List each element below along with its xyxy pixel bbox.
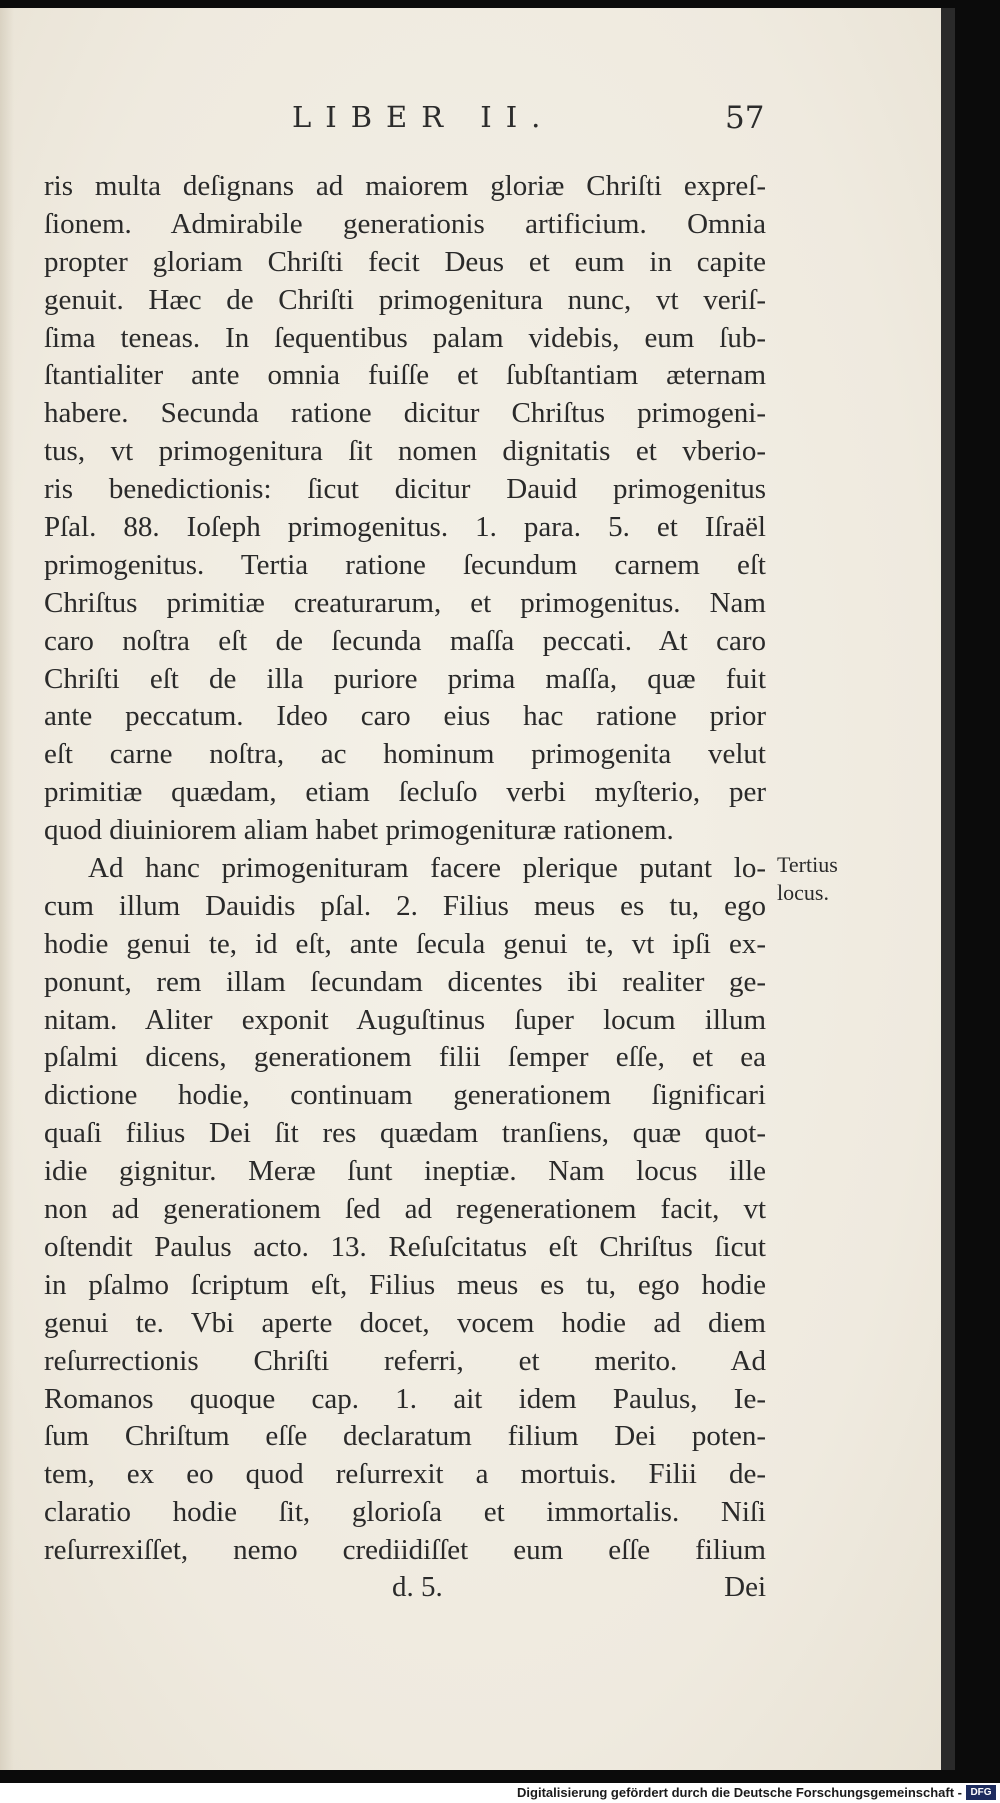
- text-line: Pſal. 88. Ioſeph primogenitus. 1. para. 5. et Iſraël: [44, 511, 766, 544]
- text-line: caro noſtra eſt de ſecunda maſſa peccati. At caro: [44, 624, 766, 657]
- text-line: Chriſti eſt de illa puriore prima maſſa, quæ fuit: [44, 662, 766, 695]
- text-line: non ad generationem ſed ad regenerationem facit, vt: [44, 1193, 766, 1226]
- funding-credit: Digitalisierung gefördert durch die Deutsche Forschungsgemeinschaft -: [517, 1785, 962, 1800]
- text-line: pſalmi dicens, generationem filii ſemper eſſe, et ea: [44, 1041, 766, 1074]
- running-head: LIBER II.: [292, 100, 555, 134]
- marginal-note-line: locus.: [777, 880, 829, 905]
- digitization-footer: [0, 1783, 1000, 1803]
- text-line: reſurrectionis Chriſti referri, et merito. Ad: [44, 1344, 766, 1377]
- text-line: in pſalmo ſcriptum eſt, Filius meus es tu, ego hodie: [44, 1268, 766, 1301]
- text-line: ſima teneas. In ſequentibus palam videbis, eum ſub-: [44, 321, 766, 354]
- text-line: oſtendit Paulus acto. 13. Reſuſcitatus eſt Chriſtus ſicut: [44, 1230, 766, 1263]
- text-line: Romanos quoque cap. 1. ait idem Paulus, Ie-: [44, 1382, 766, 1415]
- page-header: [0, 100, 941, 140]
- text-line: quaſi filius Dei ſit res quædam tranſiens, quæ quot-: [44, 1117, 766, 1150]
- text-line: ſtantialiter ante omnia fuiſſe et ſubſtantiam æternam: [44, 359, 766, 392]
- marginal-note-line: Tertius: [777, 852, 838, 877]
- text-line: cum illum Dauidis pſal. 2. Filius meus es tu, ego: [44, 889, 766, 922]
- book-page: [0, 8, 955, 1770]
- marginal-note: [777, 851, 838, 907]
- text-line: habere. Secunda ratione dicitur Chriſtus primogeni-: [44, 397, 766, 430]
- body-text: [44, 168, 766, 1570]
- text-line: quod diuiniorem aliam habet primogenituræ rationem.: [44, 814, 674, 847]
- page-number: 57: [725, 100, 765, 136]
- text-line: claratio hodie ſit, glorioſa et immortalis. Niſi: [44, 1496, 766, 1529]
- dfg-logo-icon: DFG: [966, 1785, 996, 1800]
- text-line: dictione hodie, continuam generationem ſignificari: [44, 1079, 766, 1112]
- signature-mark: d. 5.: [392, 1571, 443, 1603]
- text-line: eſt carne noſtra, ac hominum primogenita velut: [44, 738, 766, 771]
- text-line: ſum Chriſtum eſſe declaratum filium Dei poten-: [44, 1420, 766, 1453]
- catchword: Dei: [724, 1571, 766, 1603]
- text-line: hodie genui te, id eſt, ante ſecula genui te, vt ipſi ex-: [44, 927, 766, 960]
- text-line: ris benedictionis: ſicut dicitur Dauid primogenitus: [44, 473, 766, 506]
- text-line: ante peccatum. Ideo caro eius hac ratione prior: [44, 700, 766, 733]
- text-line: tem, ex eo quod reſurrexit a mortuis. Filii de-: [44, 1458, 766, 1491]
- text-line: primitiæ quædam, etiam ſecluſo verbi myſterio, per: [44, 776, 766, 809]
- text-line: genui te. Vbi aperte docet, vocem hodie ad diem: [44, 1306, 766, 1339]
- text-line: reſurrexiſſet, nemo crediidiſſet eum eſſe filium: [44, 1534, 766, 1567]
- text-line: propter gloriam Chriſti fecit Deus et eum in capite: [44, 245, 766, 278]
- text-line: genuit. Hæc de Chriſti primogenitura nunc, vt veriſ-: [44, 283, 766, 316]
- text-line: Ad hanc primogenituram facere plerique putant lo-: [88, 852, 766, 885]
- text-line: ris multa deſignans ad maiorem gloriæ Chriſti expreſ-: [44, 170, 766, 202]
- text-line: nitam. Aliter exponit Auguſtinus ſuper locum illum: [44, 1003, 766, 1036]
- text-line: Chriſtus primitiæ creaturarum, et primogenitus. Nam: [44, 586, 766, 619]
- text-line: idie gignitur. Meræ ſunt ineptiæ. Nam locus ille: [44, 1155, 766, 1188]
- text-line: primogenitus. Tertia ratione ſecundum carnem eſt: [44, 548, 766, 581]
- text-line: tus, vt primogenitura ſit nomen dignitatis et vberio-: [44, 435, 766, 468]
- catchline: [44, 1571, 766, 1611]
- text-line: ponunt, rem illam ſecundam dicentes ibi realiter ge-: [44, 965, 766, 998]
- text-line: ſionem. Admirabile generationis artificium. Omnia: [44, 207, 766, 240]
